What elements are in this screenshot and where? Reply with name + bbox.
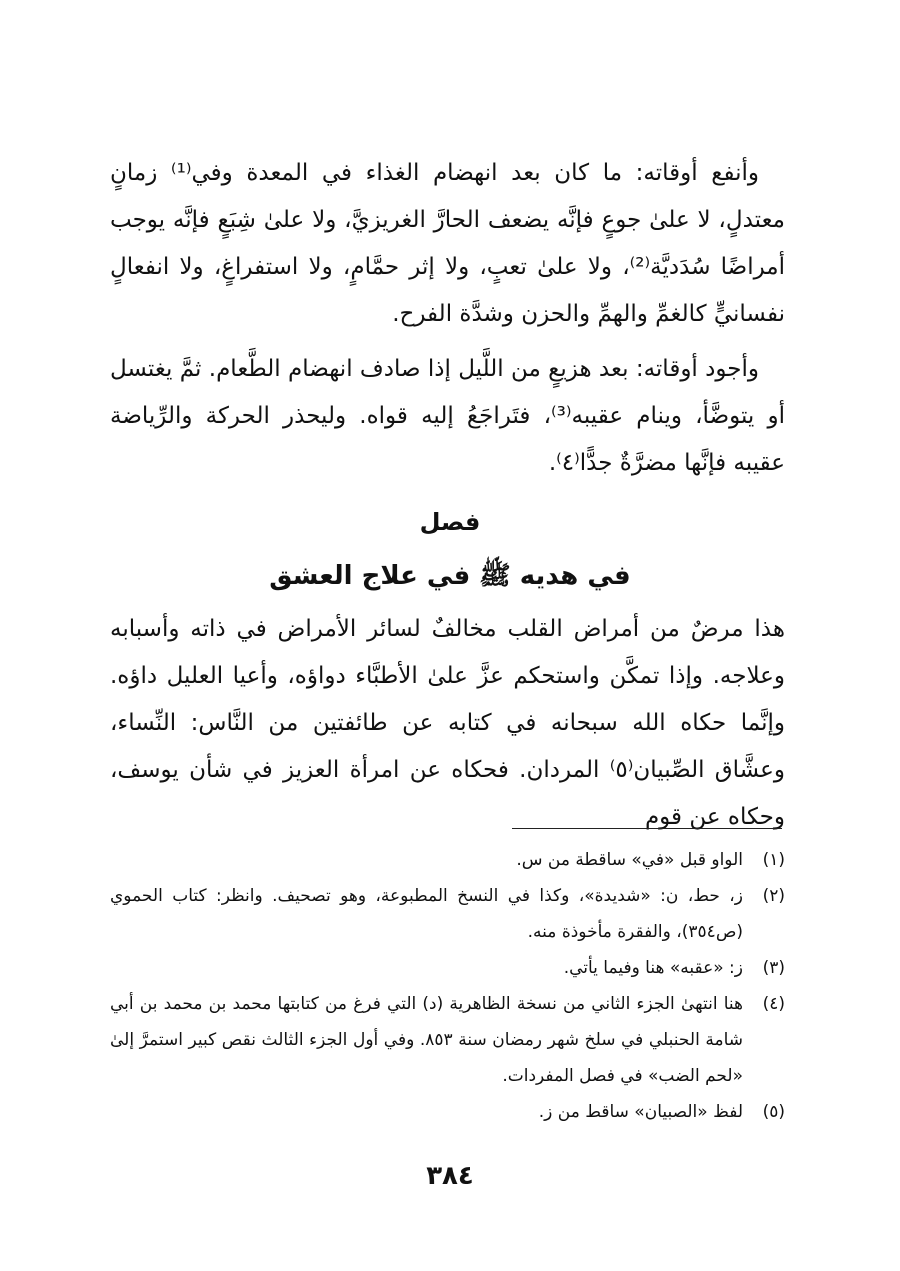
body-paragraph-3 <box>110 606 785 841</box>
page-number: ٣٨٤ <box>426 1161 474 1191</box>
footnote-1 <box>110 842 785 878</box>
paragraph-text: وأجود أوقاته: بعد هزيعٍ من اللَّيل إذا صادف انهضام الطَّعام. ثمَّ يغتسل أو يتوضَّأ، وينام عقيبه⁽³⁾، فتَراجَعُ إليه قواه. وليحذر الحركة والرِّياضة عقيبه فإنَّها مضرَّةٌ جدًّا⁽٤⁾. <box>110 356 785 476</box>
footnote-text: الواو قبل «في» ساقطة من س. <box>516 850 743 870</box>
section-heading: فصل <box>419 508 481 536</box>
section-title: في هديه ﷺ في علاج العشق <box>269 561 631 591</box>
footnote-text: ز، حط، ن: «شديدة»، وكذا في النسخ المطبوعة، وهو تصحيف. وانظر: كتاب الحموي (ص٣٥٤)، والفقرة مأخوذة منه. <box>110 886 743 942</box>
body-paragraph-2 <box>110 346 785 487</box>
footnote-text: هنا انتهىٰ الجزء الثاني من نسخة الظاهرية (د) التي فرغ من كتابتها محمد بن محمد بن أبي شامة الحنبلي في سلخ شهر رمضان سنة ٨٥٣. وفي أول الجزء الثالث نقص كبير استمرَّ إلىٰ «لحم الضب» في فصل المفردات. <box>110 994 743 1086</box>
body-paragraph-1 <box>110 150 785 338</box>
footnote-5 <box>110 1094 785 1130</box>
footnote-text: لفظ «الصبيان» ساقط من ز. <box>538 1102 743 1122</box>
footnotes <box>110 842 785 1130</box>
footnote-number: (٤) <box>762 994 785 1014</box>
footnote-4 <box>110 986 785 1094</box>
footnote-3 <box>110 950 785 986</box>
footnote-2 <box>110 878 785 950</box>
footnote-number: (١) <box>762 850 785 870</box>
footnote-number: (٣) <box>762 958 785 978</box>
paragraph-text: وأنفع أوقاته: ما كان بعد انهضام الغذاء في المعدة وفي⁽¹⁾ زمانٍ معتدلٍ، لا علىٰ جوعٍ فإنَّه يضعف الحارَّ الغريزيَّ، ولا علىٰ شِبَعٍ فإنَّه يوجب أمراضًا سُدَديَّة⁽²⁾، ولا علىٰ تعبٍ، ولا إثر حمَّامٍ، ولا استفراغٍ، ولا انفعالٍ نفسانيٍّ كالغمِّ والهمِّ والحزن وشدَّة الفرح. <box>110 160 786 327</box>
footnote-number: (٢) <box>762 886 785 906</box>
paragraph-text: هذا مرضٌ من أمراض القلب مخالفٌ لسائر الأمراض في ذاته وأسبابه وعلاجه. وإذا تمكَّن واستحكم عزَّ علىٰ الأطبَّاء دواؤه، وأعيا العليل داؤه. وإنَّما حكاه الله سبحانه في كتابه عن طائفتين من النَّاس: النِّساء، وعشَّاق الصِّبيان⁽٥⁾ المردان. فحكاه عن امرأة العزيز في شأن يوسف، وحكاه عن قوم <box>110 616 785 830</box>
footnote-separator <box>512 828 782 829</box>
footnote-number: (٥) <box>762 1102 785 1122</box>
footnote-text: ز: «عقبه» هنا وفيما يأتي. <box>563 958 743 978</box>
